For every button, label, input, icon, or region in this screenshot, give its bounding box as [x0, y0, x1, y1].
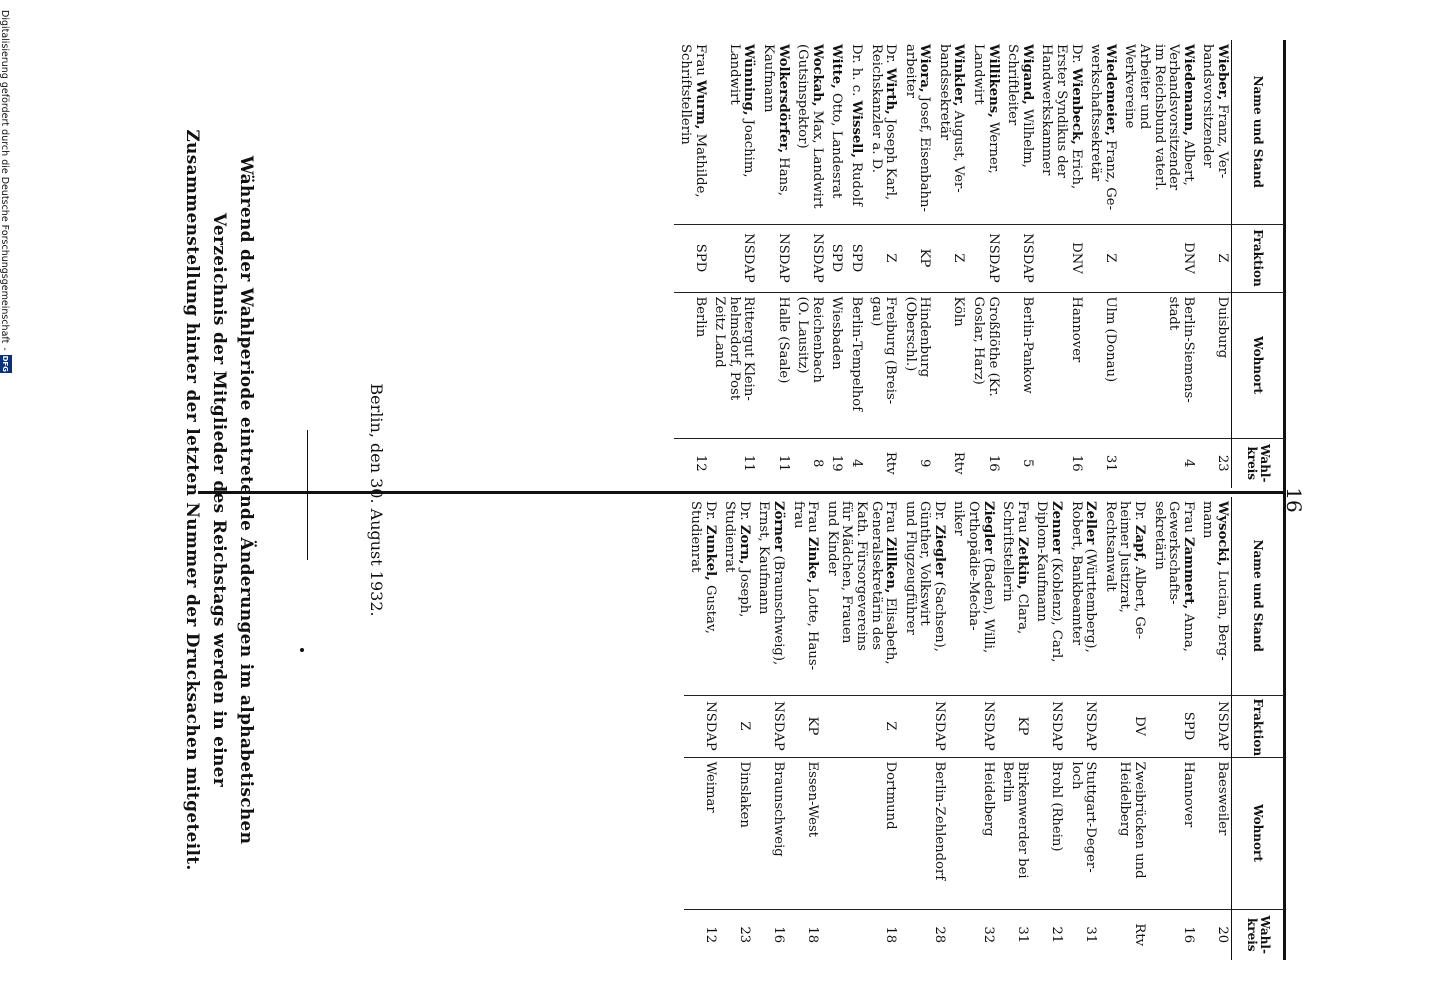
member-wahlkreis: 4 [1119, 438, 1197, 488]
table-header-row [1232, 40, 1285, 488]
member-details: Franz, Ge- werkschaftssekretär [1088, 44, 1118, 211]
member-fraktion: NSDAP [948, 695, 997, 757]
header-name: Name und Stand [1232, 497, 1285, 695]
member-surname: Witte, [829, 44, 845, 89]
member-wahlkreis: 16 [1148, 909, 1197, 960]
table-row [845, 40, 865, 488]
member-surname: Wiora, [917, 44, 933, 93]
name-prefix: Frau [692, 44, 708, 81]
member-name-cell [1065, 497, 1099, 695]
member-details: August, Ver- bandssekretär [936, 44, 967, 193]
member-wahlkreis: 23 [1197, 438, 1232, 488]
member-wahlkreis: Rtv [865, 438, 899, 488]
member-details: Albert, Verbandsvorsitzender im Reichsbund vaterl. Arbeiter und Werkvereine [1122, 44, 1196, 191]
table-row [899, 40, 933, 488]
member-wahlkreis: 9 [899, 438, 933, 488]
closing-rule [307, 430, 308, 560]
member-wahlkreis: 18 [787, 909, 821, 960]
member-wahlkreis: 32 [948, 909, 997, 960]
table-row [933, 40, 967, 488]
member-surname: Zammert, [1180, 537, 1196, 610]
member-name-cell [674, 40, 708, 224]
member-name-cell [865, 40, 899, 224]
table-row [674, 40, 708, 488]
member-surname: Wiedemeier, [1102, 44, 1118, 136]
member-wahlkreis: 20 [1197, 909, 1232, 960]
table-row [719, 497, 753, 960]
table-row [821, 497, 899, 960]
member-surname: Wienbeck, [1068, 67, 1084, 145]
member-fraktion: Z [1085, 224, 1119, 292]
member-wahlkreis: 23 [719, 909, 753, 960]
header-wahlkreis: Wahl- kreis [1232, 438, 1285, 488]
member-table-right [684, 497, 1284, 960]
name-prefix: Frau [883, 501, 899, 538]
member-wohnort: Berlin [674, 292, 708, 438]
member-name-cell [684, 497, 718, 695]
member-details: Elisabeth, Generalsekretärin des Kath. Fürsorgevereins für Mädchen, Frauen und Kinder [824, 501, 899, 665]
member-name-cell [821, 497, 899, 695]
member-wohnort: Hannover [1036, 292, 1085, 438]
member-name-cell [787, 497, 821, 695]
member-fraktion: NSDAP [753, 695, 787, 757]
member-details: Max, Landwirt (Gutsinspektor) [795, 44, 825, 209]
member-fraktion: NSDAP [1002, 224, 1036, 292]
table-row [1031, 497, 1065, 960]
member-wohnort: Baesweiler [1197, 757, 1232, 909]
member-wohnort: Birkenwerder bei Berlin [997, 757, 1031, 909]
member-details: Erich, Erster Syndikus der Handwerkskammer [1039, 44, 1084, 190]
member-surname: Zetkin, [1014, 537, 1030, 590]
name-prefix: Dr. [736, 501, 752, 525]
member-fraktion: SPD [1148, 695, 1197, 757]
table-header-row [1232, 497, 1285, 960]
member-wohnort: Duisburg [1197, 292, 1232, 438]
member-fraktion: NSDAP [1197, 695, 1232, 757]
member-wohnort: Zweibrücken und Heidelberg [1099, 757, 1148, 909]
member-wahlkreis: Rtv [933, 438, 967, 488]
member-wahlkreis: 11 [709, 438, 758, 488]
member-fraktion: DNV [1036, 224, 1085, 292]
name-prefix: Dr. [1132, 501, 1148, 525]
member-surname: Zapf, [1132, 524, 1148, 563]
member-wahlkreis: 4 [845, 438, 865, 488]
member-fraktion: KP [997, 695, 1031, 757]
closing-note: Während der Wahlperiode eintretende Änderungen im alphabetischen Verzeichnis der Mitglieder des Reichstags werden in einer Zusammenstellung hinter der letzten Nummer der Drucksachen mitgeteilt. [182, 129, 256, 871]
header-fraktion: Fraktion [1232, 224, 1285, 292]
member-wahlkreis: 19 [826, 438, 846, 488]
member-name-cell [709, 40, 758, 224]
member-fraktion: DNV [1119, 224, 1197, 292]
member-wohnort: Freiburg (Breis- gau) [865, 292, 899, 438]
member-details: (Koblenz), Carl, Diplom-Kaufmann [1034, 501, 1065, 663]
member-wahlkreis: 12 [674, 438, 708, 488]
table-row [997, 497, 1031, 960]
funding-note: Digitalisierung gefördert durch die Deutsche Forschungsgemeinschaft - DFG [0, 10, 11, 372]
table-row [753, 497, 787, 960]
member-fraktion: Z [821, 695, 899, 757]
member-details: Mathilde, Schriftstellerin [678, 44, 708, 198]
table-row [1002, 40, 1036, 488]
member-surname: Zenner [1049, 501, 1065, 554]
table-row [1085, 40, 1119, 488]
member-wahlkreis: Rtv [1099, 909, 1148, 960]
member-fraktion: DV [1099, 695, 1148, 757]
member-surname: Wirth, [883, 67, 899, 115]
header-wahlkreis: Wahl- kreis [1232, 909, 1285, 960]
member-fraktion: SPD [674, 224, 708, 292]
member-surname: Wissell, [848, 100, 864, 158]
member-fraktion: Z [1197, 224, 1232, 292]
funding-text: Digitalisierung gefördert durch die Deutsche Forschungsgemeinschaft [0, 10, 11, 344]
header-fraktion: Fraktion [1232, 695, 1285, 757]
table-body-right [684, 497, 1231, 960]
member-fraktion: NSDAP [792, 224, 826, 292]
member-name-cell [1119, 40, 1197, 224]
member-surname: Winkler, [951, 44, 967, 107]
member-wohnort: Heidelberg [948, 757, 997, 909]
member-details: Joseph, Studienrat [722, 501, 752, 618]
member-wohnort: Stuttgart-Deger- loch [1065, 757, 1099, 909]
member-details: Anna, Gewerkschafts- sekretärin [1151, 501, 1196, 652]
member-fraktion: KP [899, 224, 933, 292]
member-details: Joseph Karl, Reichskanzler a. D. [868, 44, 899, 201]
member-fraktion: NSDAP [1031, 695, 1065, 757]
member-wohnort: Berlin-Siemens- stadt [1119, 292, 1197, 438]
member-wahlkreis: 31 [1085, 438, 1119, 488]
member-wohnort: Berlin-Pankow [1002, 292, 1036, 438]
member-name-cell [968, 40, 1002, 224]
member-surname: Ziegler [980, 501, 996, 554]
member-wahlkreis: 16 [968, 438, 1002, 488]
table-row [826, 40, 846, 488]
table-row [968, 40, 1002, 488]
member-details: Gustav, Studienrat [688, 501, 718, 634]
member-wahlkreis: 28 [899, 909, 948, 960]
member-details: Albert, Ge- heimer Justizrat, Rechtsanwalt [1102, 501, 1148, 640]
member-fraktion: NSDAP [968, 224, 1002, 292]
member-name-cell [933, 40, 967, 224]
name-prefix: Frau [1180, 501, 1196, 538]
name-prefix: Dr. [1068, 44, 1084, 68]
scan-speck [300, 648, 304, 652]
table-row [948, 497, 997, 960]
member-wohnort: Großflöthe (Kr. Goslar, Harz) [968, 292, 1002, 438]
member-wohnort: Dortmund [821, 757, 899, 909]
member-details: (Württemberg), Robert, Bankbeamter [1068, 501, 1099, 653]
member-fraktion: NSDAP [1065, 695, 1099, 757]
member-wohnort: Hindenburg (Oberschl.) [899, 292, 933, 438]
table-row [1099, 497, 1148, 960]
header-wohnort: Wohnort [1232, 292, 1285, 438]
member-wohnort: Köln [933, 292, 967, 438]
member-surname: Zinke, [805, 537, 821, 584]
member-wahlkreis: 5 [1002, 438, 1036, 488]
name-prefix: Frau [1014, 501, 1030, 538]
member-details: Wilhelm, Schriftleiter [1005, 44, 1035, 168]
member-wohnort: Berlin-Tempelhof [845, 292, 865, 438]
member-name-cell [757, 40, 791, 224]
member-surname: Wolkersdörfer, [775, 44, 791, 154]
member-table-left [674, 40, 1284, 488]
table-row [865, 40, 899, 488]
member-surname: Zillken, [883, 537, 899, 594]
member-surname: Wünning, [741, 44, 757, 116]
member-name-cell [792, 40, 826, 224]
member-wohnort: Rittergut Klein- helmsdorf, Post Zeitz Land [709, 292, 758, 438]
member-wohnort: Weimar [684, 757, 718, 909]
dfg-logo-icon: DFG [0, 355, 12, 373]
member-surname: Zunkel, [702, 524, 718, 581]
table-row [792, 40, 826, 488]
member-wohnort: Wiesbaden [826, 292, 846, 438]
member-wohnort: Ulm (Donau) [1085, 292, 1119, 438]
member-details: Werner, Landwirt [971, 44, 1001, 174]
member-fraktion: NSDAP [757, 224, 791, 292]
member-wohnort: Halle (Saale) [757, 292, 791, 438]
member-details: Josef, Eisenbahn- arbeiter [902, 44, 933, 212]
member-surname: Ziegler [931, 524, 947, 578]
member-surname: Willikens, [985, 44, 1001, 118]
member-name-cell [997, 497, 1031, 695]
page-number: 16 [1282, 487, 1306, 513]
member-name-cell [1036, 40, 1085, 224]
member-name-cell [1085, 40, 1119, 224]
member-wahlkreis: 11 [757, 438, 791, 488]
member-wahlkreis: 16 [753, 909, 787, 960]
member-wahlkreis: 18 [821, 909, 899, 960]
table-row [1197, 40, 1232, 488]
member-fraktion: KP [787, 695, 821, 757]
member-wahlkreis: 21 [1031, 909, 1065, 960]
member-wohnort: Dinslaken [719, 757, 753, 909]
table-row [684, 497, 718, 960]
member-surname: Wiedemann, [1180, 44, 1196, 136]
member-name-cell [826, 40, 846, 224]
header-wohnort: Wohnort [1232, 757, 1285, 909]
member-details: Hans, Kaufmann [760, 44, 791, 197]
member-details: Otto, Landesrat [829, 88, 845, 199]
member-name-cell [1148, 497, 1197, 695]
table-row [1065, 497, 1099, 960]
name-prefix: Dr. [931, 501, 947, 525]
member-wahlkreis: 31 [997, 909, 1031, 960]
member-name-cell [899, 497, 948, 695]
member-wohnort: Brohl (Rhein) [1031, 757, 1065, 909]
member-surname: Wurm, [692, 80, 708, 130]
table-row [787, 497, 821, 960]
member-wohnort: Braunschweig [753, 757, 787, 909]
member-details: Lucian, Berg- mann [1200, 501, 1230, 661]
table-row [1119, 40, 1197, 488]
member-surname: Zörner [770, 501, 786, 552]
table-row [1036, 40, 1085, 488]
member-fraktion: Z [865, 224, 899, 292]
member-name-cell [948, 497, 997, 695]
table-row [1197, 497, 1232, 960]
member-details: (Braunschweig), Ernst, Kaufmann [756, 501, 786, 666]
member-name-cell [1197, 497, 1232, 695]
member-name-cell [719, 497, 753, 695]
member-details: Franz, Ver- bandsvorsitzender [1200, 44, 1230, 179]
member-surname: Zorn, [736, 524, 752, 565]
member-details: Clara, Schriftstellerin [1000, 501, 1030, 635]
table-row [899, 497, 948, 960]
member-name-cell [1197, 40, 1232, 224]
member-name-cell [1099, 497, 1148, 695]
name-prefix: Dr. h. c. [848, 44, 864, 101]
member-fraktion: NSDAP [899, 695, 948, 757]
member-wohnort: Berlin-Zehlendorf [899, 757, 948, 909]
member-wahlkreis: 31 [1065, 909, 1099, 960]
member-details: (Sachsen), Günther, Volkswirt und Flugzeugführer [902, 501, 947, 652]
member-fraktion: Z [719, 695, 753, 757]
table-row [709, 40, 758, 488]
member-details: Rudolf [848, 157, 864, 207]
member-wohnort: Hannover [1148, 757, 1197, 909]
name-prefix: Dr. [883, 44, 899, 68]
member-fraktion: SPD [845, 224, 865, 292]
member-details: (Baden), Willi, Orthopädie-Mecha- niker [951, 501, 996, 654]
name-prefix: Dr. [702, 501, 718, 525]
member-wohnort: Reichenbach (O. Lausitz) [792, 292, 826, 438]
table-body-left [674, 40, 1231, 488]
member-details: Lotte, Haus- frau [790, 501, 821, 671]
member-surname: Wieber, [1215, 44, 1230, 101]
name-prefix: Frau [805, 501, 821, 538]
member-surname: Wysocki, [1215, 501, 1230, 567]
member-surname: Wockah, [809, 44, 825, 107]
member-wahlkreis: 12 [684, 909, 718, 960]
table-row [1148, 497, 1197, 960]
dateline: Berlin, den 30. August 1932. [367, 383, 386, 617]
header-name: Name und Stand [1232, 40, 1285, 224]
member-fraktion: Z [933, 224, 967, 292]
member-name-cell [1031, 497, 1065, 695]
member-name-cell [899, 40, 933, 224]
member-fraktion: NSDAP [684, 695, 718, 757]
member-wahlkreis: 8 [792, 438, 826, 488]
member-details: Joachim, Landwirt [726, 44, 757, 178]
member-name-cell [753, 497, 787, 695]
member-name-cell [1002, 40, 1036, 224]
column-divider [198, 491, 1286, 494]
member-wohnort: Essen-West [787, 757, 821, 909]
member-surname: Wigand, [1019, 44, 1035, 105]
member-wahlkreis: 16 [1036, 438, 1085, 488]
member-name-cell [845, 40, 865, 224]
member-fraktion: NSDAP [709, 224, 758, 292]
table-row [757, 40, 791, 488]
member-surname: Zeller [1083, 501, 1099, 545]
member-fraktion: SPD [826, 224, 846, 292]
